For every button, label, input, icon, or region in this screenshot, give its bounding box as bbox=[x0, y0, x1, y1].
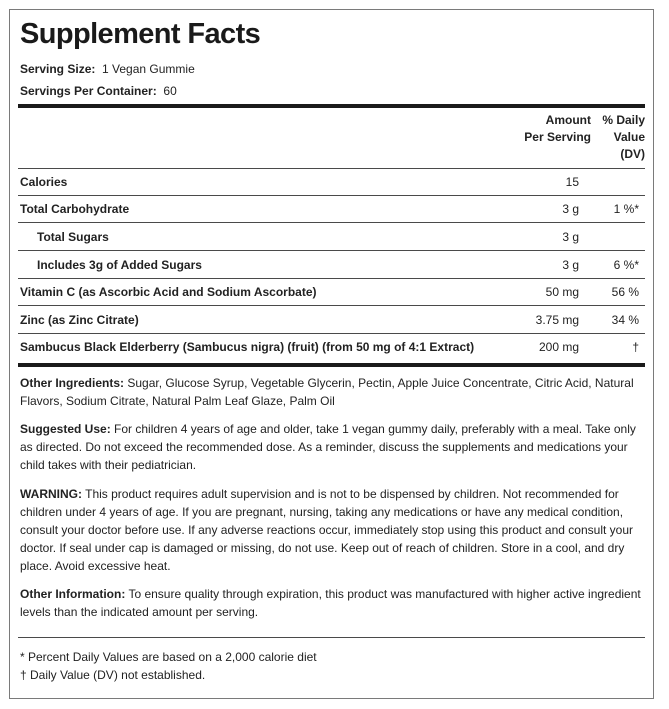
nutrient-amount: 15 bbox=[565, 175, 579, 189]
panel-title: Supplement Facts bbox=[20, 18, 261, 50]
other-ingredients-label: Other Ingredients: bbox=[20, 376, 125, 390]
nutrient-daily-value: 56 % bbox=[611, 285, 639, 299]
nutrient-row bbox=[18, 252, 645, 279]
suggested-use bbox=[20, 420, 648, 474]
nutrient-name: Zinc (as Zinc Citrate) bbox=[20, 313, 139, 327]
nutrient-daily-value: 34 % bbox=[611, 313, 639, 327]
nutrient-name: Includes 3g of Added Sugars bbox=[37, 258, 202, 272]
nutrient-amount: 200 mg bbox=[538, 340, 579, 354]
row-divider bbox=[18, 222, 645, 223]
other-information-label: Other Information: bbox=[20, 587, 126, 601]
serving-size bbox=[20, 62, 195, 76]
serving-size-label: Serving Size: bbox=[20, 62, 96, 76]
nutrient-name: Vitamin C (as Ascorbic Acid and Sodium Ascorbate) bbox=[20, 285, 317, 299]
nutrient-amount: 50 mg bbox=[545, 285, 579, 299]
nutrient-name: Sambucus Black Elderberry (Sambucus nigra) (fruit) (from 50 mg of 4:1 Extract) bbox=[20, 340, 475, 354]
nutrient-name: Total Carbohydrate bbox=[20, 202, 130, 216]
nutrient-name: Calories bbox=[20, 175, 68, 189]
amount-per-serving-header: Amount Per Serving bbox=[524, 113, 591, 144]
suggested-use-text: For children 4 years of age and older, take 1 vegan gummy daily, preferably with a meal. Take only as directed. Do not exceed the recommended dose. As a reminder, discuss the supplements and medications your child takes with their pediatrician. bbox=[20, 422, 636, 472]
suggested-use-label: Suggested Use: bbox=[20, 422, 111, 436]
footnote-dagger: † Daily Value (DV) not established. bbox=[20, 668, 206, 682]
footnote-rule bbox=[18, 637, 645, 638]
other-information-text: To ensure quality through expiration, this product was manufactured with higher active ingredient levels than the indicated amount per serving. bbox=[20, 587, 641, 619]
other-ingredients bbox=[20, 374, 648, 410]
supplement-facts-panel bbox=[9, 9, 654, 699]
servings-per-container-value: 60 bbox=[163, 84, 177, 98]
nutrient-row bbox=[18, 224, 645, 251]
nutrient-row bbox=[18, 196, 645, 223]
daily-value-header: % Daily Value (DV) bbox=[602, 113, 645, 161]
row-divider bbox=[18, 250, 645, 251]
footnote-percent-dv: * Percent Daily Values are based on a 2,000 calorie diet bbox=[20, 650, 317, 664]
warning-text: This product requires adult supervision and is not to be dispensed by children. Not recommended for children under 4 years of age. If you are pregnant, nursing, taking any medications or have any medical condition, consult your doctor before use. If any adverse reactions occur, immediately stop using this product and consult your doctor. If seal under cap is damaged or missing, do not use. Keep out of reach of children. Store in a cool, and dry place. Avoid excessive heat. bbox=[20, 487, 633, 573]
warning bbox=[20, 485, 648, 575]
header-top-rule bbox=[18, 104, 645, 108]
servings-per-container bbox=[20, 84, 177, 98]
serving-size-value: 1 Vegan Gummie bbox=[102, 62, 195, 76]
other-ingredients-text: Sugar, Glucose Syrup, Vegetable Glycerin, Pectin, Apple Juice Concentrate, Citric Acid, Natural Flavors, Sodium Citrate, Natural Palm Leaf Glaze, Palm Oil bbox=[20, 376, 634, 408]
other-information bbox=[20, 585, 648, 621]
nutrient-amount: 3 g bbox=[562, 202, 579, 216]
nutrient-row bbox=[18, 279, 645, 306]
servings-per-container-label: Servings Per Container: bbox=[20, 84, 157, 98]
nutrient-amount: 3.75 mg bbox=[535, 313, 579, 327]
nutrient-daily-value: 6 %* bbox=[613, 258, 639, 272]
table-bottom-rule bbox=[18, 363, 645, 367]
nutrient-name: Total Sugars bbox=[37, 230, 109, 244]
nutrient-daily-value: 1 %* bbox=[613, 202, 639, 216]
nutrient-row bbox=[18, 169, 645, 196]
warning-label: WARNING: bbox=[20, 487, 82, 501]
row-divider bbox=[18, 305, 645, 306]
nutrient-amount: 3 g bbox=[562, 230, 579, 244]
nutrient-amount: 3 g bbox=[562, 258, 579, 272]
nutrient-row bbox=[18, 307, 645, 334]
nutrient-daily-value: † bbox=[632, 340, 639, 354]
nutrient-row bbox=[18, 334, 645, 361]
